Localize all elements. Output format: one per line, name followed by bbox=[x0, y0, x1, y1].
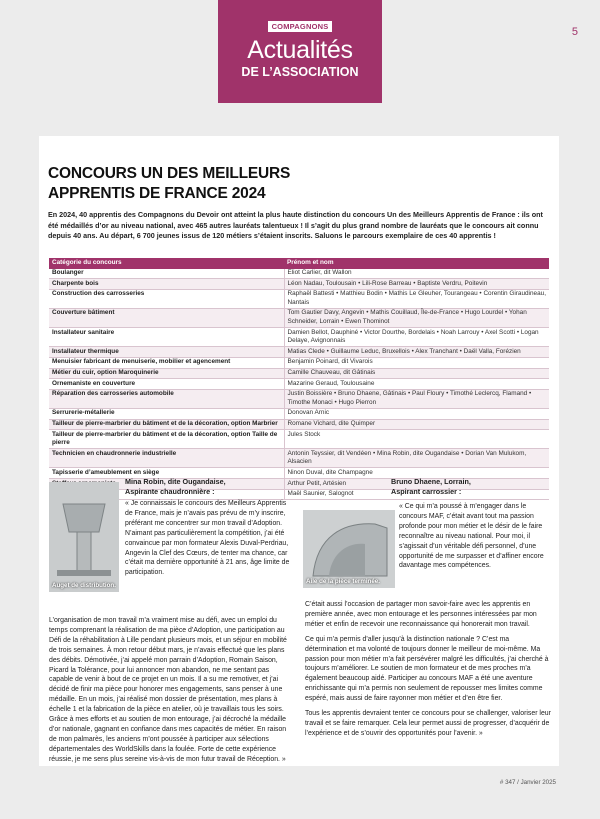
table-cell-names: Romane Vichard, dite Quimper bbox=[284, 419, 549, 430]
table-cell-names: Eliot Carlier, dit Wallon bbox=[284, 269, 549, 279]
article-card bbox=[39, 136, 559, 766]
auget-photo bbox=[49, 482, 119, 592]
fender-photo-caption: Aile de la pièce terminée. bbox=[306, 578, 380, 585]
table-cell-names: Arthur Petit, Artésien bbox=[284, 479, 549, 490]
right-story-role: Aspirant carrossier : bbox=[391, 487, 462, 496]
table-row bbox=[49, 347, 549, 358]
table-cell-names: Maël Saunier, Salognot bbox=[284, 489, 549, 500]
table-cell-category: Installateur sanitaire bbox=[49, 328, 284, 347]
table-cell-names: Matias Clede • Guillaume Leduc, Bruxellois • Alex Tranchant • Daël Valla, Forézien bbox=[284, 347, 549, 358]
table-row bbox=[49, 368, 549, 379]
table-row bbox=[49, 328, 549, 347]
table-cell-names: Tom Gautier Davy, Angevin • Mathis Couillaud, Île-de-France • Hugo Lourdel • Yohan Schneider, Lorrain • Ewen Thominot bbox=[284, 308, 549, 327]
table-cell-category: Installateur thermique bbox=[49, 347, 284, 358]
table-cell-category: Charpente bois bbox=[49, 279, 284, 290]
table-cell-category: Ornemaniste en couverture bbox=[49, 379, 284, 390]
fender-illustration bbox=[303, 510, 395, 588]
auget-photo-caption: Auget de distribution. bbox=[52, 582, 116, 589]
right-story-intro bbox=[399, 502, 549, 571]
section-subtitle: DE L’ASSOCIATION bbox=[241, 65, 359, 79]
left-story-body-text: L’organisation de mon travail m’a vraiment mise au défi, avec un emploi du temps comprenant la réalisation de ma pièce d’Adoption, une participation au Défi de la réhabilitation à Lille pendant plusieurs mois, et un séjour en mobilité de trois semaines. À mon retour début mars, je n’avais effectué que les plans des débits. Démotivée, j’ai appelé mon parrain d’Adoption, Romain Saison, Picard la Tolérance, pour lui annoncer mon abandon, ne me sentant pas capable de venir à bout de ce projet en un mois. Il a su me remotiver, et j’ai décidé de finir ma pièce pour honorer mes engagements, sans penser à une médaille. En un mois, j’ai réalisé mon dossier de présentation, mes plans à échelle 1 et la fabrication de la pièce en atelier, où je travaillais tous les soirs. Grâce à mes efforts et au soutien de mon entourage, j’ai décroché la médaille d’or nationale, gagnant en confiance dans mes capacités de métier. En raison de mon palmarès, les anciens m’ont poussée à participer aux sélections départementales des WorldSkills dans la foulée. Forte de cette expérience réussie, je me sens plus sereine vis-à-vis de mon futur travail de Réception. » bbox=[49, 617, 287, 763]
issue-footer: # 347 / Janvier 2025 bbox=[499, 779, 556, 786]
table-row bbox=[49, 389, 549, 408]
table-row bbox=[49, 408, 549, 419]
table-cell-category: Technicien en chaudronnerie industrielle bbox=[49, 449, 284, 468]
table-cell-names: Damien Bellot, Dauphiné • Victor Dourthe, Bordelais • Noah Larrouy • Axel Scotti • Logan Delaye, Avignonnais bbox=[284, 328, 549, 347]
left-story-intro-text: « Je connaissais le concours des Meilleurs Apprentis de France, mais je n’avais pas prévu de m’y inscrire, préférant me concentrer sur mon travail d’Adoption. N’aimant pas particulièrement la compétition, j’ai été convaincue par mon formateur Alexis Duval-Perdriau, Angevin la Clef des Cœurs, de tenter ma chance, car c’était ma dernière opportunité à 21 ans, âge limite de participation. bbox=[125, 500, 290, 577]
section-title: Actualités bbox=[247, 36, 353, 64]
table-cell-category: Menuisier fabricant de menuiserie, mobilier et agencement bbox=[49, 357, 284, 368]
table-cell-names: Justin Boissière • Bruno Dhaene, Gâtinais • Paul Floury • Timothé Leclercq, Flamand • Timothe Monaci • Hugo Pierron bbox=[284, 389, 549, 408]
table-header-names: Prénom et nom bbox=[284, 258, 549, 269]
table-cell-category: Réparation des carrosseries automobile bbox=[49, 389, 284, 408]
right-story-p2: Ce qui m’a permis d’aller jusqu’à la distinction nationale ? C’est ma détermination et ma volonté de toujours donner le meilleur de moi-même. Ma passion pour mon métier m’a fait persévérer malgré les difficultés, j’ai cherché à toujours m’améliorer. Le soutien de mon formateur et de mes proches m’a également beaucoup aidé. Participer au concours MAF a été une aventure enrichissante qui m’a permis non seulement de repousser mes limites comme espéré, mais aussi de faire rayonner mon métier et d’en être fier. bbox=[305, 635, 549, 703]
auget-illustration bbox=[49, 482, 119, 592]
table-row bbox=[49, 419, 549, 430]
right-story-p3: Tous les apprentis devraient tenter ce concours pour se challenger, valoriser leur travail et se faire remarquer. Cela leur permet aussi de progresser, d’acquérir de l’expérience et de s’ouvrir des opportunités pour l’avenir. » bbox=[305, 710, 551, 737]
left-story-intro bbox=[125, 477, 291, 578]
table-cell-category: Tailleur de pierre-marbrier du bâtiment et de la décoration, option Taille de pierre bbox=[49, 430, 284, 449]
table-cell-names: Léon Nadau, Toulousain • Lili-Rose Barreau • Baptiste Verdru, Poitevin bbox=[284, 279, 549, 290]
table-cell-names: Jules Stock bbox=[284, 430, 549, 449]
article-lead: En 2024, 40 apprentis des Compagnons du Devoir ont atteint la plus haute distinction du concours Un des Meilleurs Apprentis de France : ils ont été médaillés d’or au niveau national, avec 465 autres lauréats talentueux ! Il s’agit du plus grand nombre de lauréats que le concours ait connu depuis 40 ans. Au départ, 6 700 jeunes issus de 120 métiers s’étaient inscrits. Saluons le parcours exemplaire de ces 40 apprentis ! bbox=[48, 210, 543, 241]
table-cell-names: Antonin Teyssier, dit Vendéen • Mina Robin, dite Ougandaise • Dorian Van Mulukom, Alsacien bbox=[284, 449, 549, 468]
left-story-body bbox=[49, 616, 293, 765]
table-cell-category: Serrurerie-métallerie bbox=[49, 408, 284, 419]
table-row bbox=[49, 279, 549, 290]
table-row bbox=[49, 430, 549, 449]
table-header-row bbox=[49, 258, 549, 269]
article-title-line-2: APPRENTIS DE FRANCE 2024 bbox=[48, 185, 266, 202]
table-cell-names: Donovan Arnic bbox=[284, 408, 549, 419]
fender-photo bbox=[303, 510, 395, 588]
section-badge: COMPAGNONS bbox=[268, 21, 333, 32]
laureates-table bbox=[49, 258, 549, 500]
page-number: 5 bbox=[571, 26, 578, 38]
table-row bbox=[49, 289, 549, 308]
right-story-header bbox=[391, 477, 551, 497]
right-story-body bbox=[305, 600, 551, 739]
table-header-category: Catégorie du concours bbox=[49, 258, 284, 269]
table-cell-category: Construction des carrosseries bbox=[49, 289, 284, 308]
table-cell-names: Camille Chauveau, dit Gâtinais bbox=[284, 368, 549, 379]
table-row bbox=[49, 308, 549, 327]
article-title-line-1: CONCOURS UN DES MEILLEURS bbox=[48, 165, 291, 182]
right-story-intro-text: « Ce qui m’a poussé à m’engager dans le concours MAF, c’était avant tout ma passion profonde pour mon métier et le désir de le faire reconnaître au niveau national. Pour moi, il s’agissait d’un véritable défi personnel, d’une opportunité de me surpasser et d’affiner encore davantage mes compétences. bbox=[399, 503, 544, 570]
table-cell-category: Tailleur de pierre-marbrier du bâtiment et de la décoration, option Marbrier bbox=[49, 419, 284, 430]
table-cell-category: Boulanger bbox=[49, 269, 284, 279]
left-story-role: Aspirante chaudronnière : bbox=[125, 487, 215, 496]
right-story-name: Bruno Dhaene, Lorrain, bbox=[391, 477, 471, 486]
table-cell-names: Raphaël Battesti • Matthieu Bodin • Mathis Le Gleuher, Tourangeau • Corentin Giraudineau, Nantais bbox=[284, 289, 549, 308]
table-cell-names: Benjamin Poinard, dit Vivarois bbox=[284, 357, 549, 368]
table-cell-names: Ninon Duval, dite Champagne bbox=[284, 468, 549, 479]
left-story-name: Mina Robin, dite Ougandaise, bbox=[125, 477, 226, 486]
table-row bbox=[49, 269, 549, 279]
table-row bbox=[49, 379, 549, 390]
table-cell-category: Tapisserie d’ameublement en siège bbox=[49, 468, 284, 479]
table-cell-category: Couverture bâtiment bbox=[49, 308, 284, 327]
section-header bbox=[218, 0, 382, 103]
table-body bbox=[49, 269, 549, 500]
table-row bbox=[49, 357, 549, 368]
table-cell-names: Mazarine Geraud, Toulousaine bbox=[284, 379, 549, 390]
table-row bbox=[49, 449, 549, 468]
article-title bbox=[48, 164, 548, 204]
table-cell-category: Métier du cuir, option Maroquinerie bbox=[49, 368, 284, 379]
right-story-p1: C’était aussi l’occasion de partager mon savoir-faire avec les apprentis en première année, avec mon entourage et les personnes intéressées par mon métier et enfin de recevoir une reconnaissance qui honorerait mon travail. bbox=[305, 601, 537, 628]
